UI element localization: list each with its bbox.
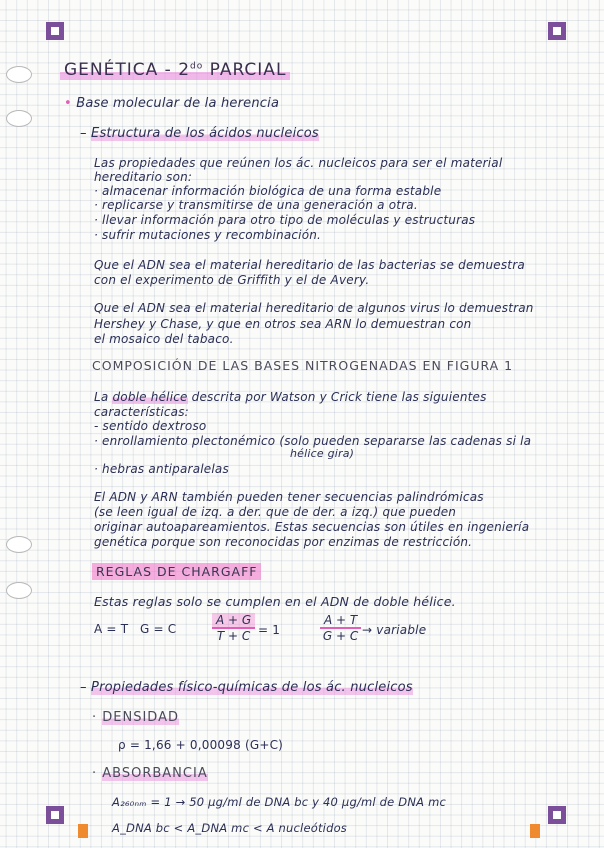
equation: G = C xyxy=(140,622,177,636)
paragraph-line: originar autoapareamientos. Estas secuencias son útiles en ingeniería xyxy=(94,520,530,534)
list-item: · llevar información para otro tipo de moléculas y estructuras xyxy=(94,213,476,227)
paragraph-line: Que el ADN sea el material hereditario de las bacterias se demuestra xyxy=(94,258,525,272)
list-item: hélice gira) xyxy=(290,447,355,460)
binder-hole xyxy=(6,536,32,553)
absorbance-line: A_DNA bc < A_DNA mc < A nucleótidos xyxy=(112,821,347,835)
ratio-at-gc: $\frac{A + T}{G + C}$ xyxy=(320,613,361,643)
equation-result: → variable xyxy=(362,623,427,637)
equation-result: = 1 xyxy=(258,623,281,637)
list-item: · almacenar información biológica de una forma estable xyxy=(94,184,442,198)
corner-mark-icon xyxy=(46,806,64,824)
paragraph-line: con el experimento de Griffith y el de Avery. xyxy=(94,273,370,287)
subsection-heading-2: – Propiedades físico-químicas de los ác. nucleicos xyxy=(80,680,413,695)
list-item: · sufrir mutaciones y recombinación. xyxy=(94,228,322,242)
corner-mark-icon xyxy=(548,22,566,40)
page-title: GENÉTICA - $2^{do}$ PARCIAL xyxy=(60,60,290,80)
paragraph-line: Las propiedades que reúnen los ác. nucleicos para ser el material xyxy=(94,156,503,170)
equation: A = T xyxy=(94,622,129,636)
chargaff-heading: REGLAS DE CHARGAFF xyxy=(92,563,261,580)
paragraph-line: genética porque son reconocidas por enzimas de restricción. xyxy=(94,535,473,549)
densidad-heading: · DENSIDAD xyxy=(92,710,179,725)
paragraph-line: (se leen igual de izq. a der. que de der. a izq.) que pueden xyxy=(94,505,457,519)
section-heading: • Base molecular de la herencia xyxy=(64,96,280,111)
subsection-heading-1: – Estructura de los ácidos nucleicos xyxy=(80,126,319,141)
paragraph-line: hereditario son: xyxy=(94,170,193,184)
binder-hole xyxy=(6,110,32,127)
list-item: · replicarse y transmitirse de una generación a otra. xyxy=(94,198,418,212)
paragraph-line: Estas reglas solo se cumplen en el ADN de doble hélice. xyxy=(94,594,456,609)
paragraph-line: Que el ADN sea el material hereditario de algunos virus lo demuestran xyxy=(94,301,534,315)
absorbance-line: A₂₆₀ₙₘ = 1 → 50 µg/ml de DNA bc y 40 µg/ml de DNA mc xyxy=(112,795,447,809)
corner-mark-icon xyxy=(548,806,566,824)
density-formula: ρ = 1,66 + 0,00098 (G+C) xyxy=(118,738,284,752)
list-item: · hebras antiparalelas xyxy=(94,462,229,476)
paragraph-line: características: xyxy=(94,405,189,419)
list-item: - sentido dextroso xyxy=(94,419,207,433)
binder-hole xyxy=(6,582,32,599)
paragraph-line: Hershey y Chase, y que en otros sea ARN lo demuestran con xyxy=(94,317,472,331)
paragraph-line: El ADN y ARN también pueden tener secuencias palindrómicas xyxy=(94,490,484,504)
absorbancia-heading: · ABSORBANCIA xyxy=(92,766,208,781)
binder-hole xyxy=(6,66,32,83)
paragraph-line: el mosaico del tabaco. xyxy=(94,332,234,346)
figure-reference-heading: COMPOSICIÓN DE LAS BASES NITROGENADAS EN FIGURA 1 xyxy=(92,358,514,373)
list-item: · enrollamiento plectonémico (solo pueden separarse las cadenas si la xyxy=(94,434,532,448)
orange-tab xyxy=(530,824,540,838)
paragraph-line: La doble hélice descrita por Watson y Crick tiene las siguientes xyxy=(94,390,487,404)
corner-mark-icon xyxy=(46,22,64,40)
ratio-purines-pyrimidines: $\frac{A + G}{T + C}$ xyxy=(212,613,255,643)
orange-tab xyxy=(78,824,88,838)
